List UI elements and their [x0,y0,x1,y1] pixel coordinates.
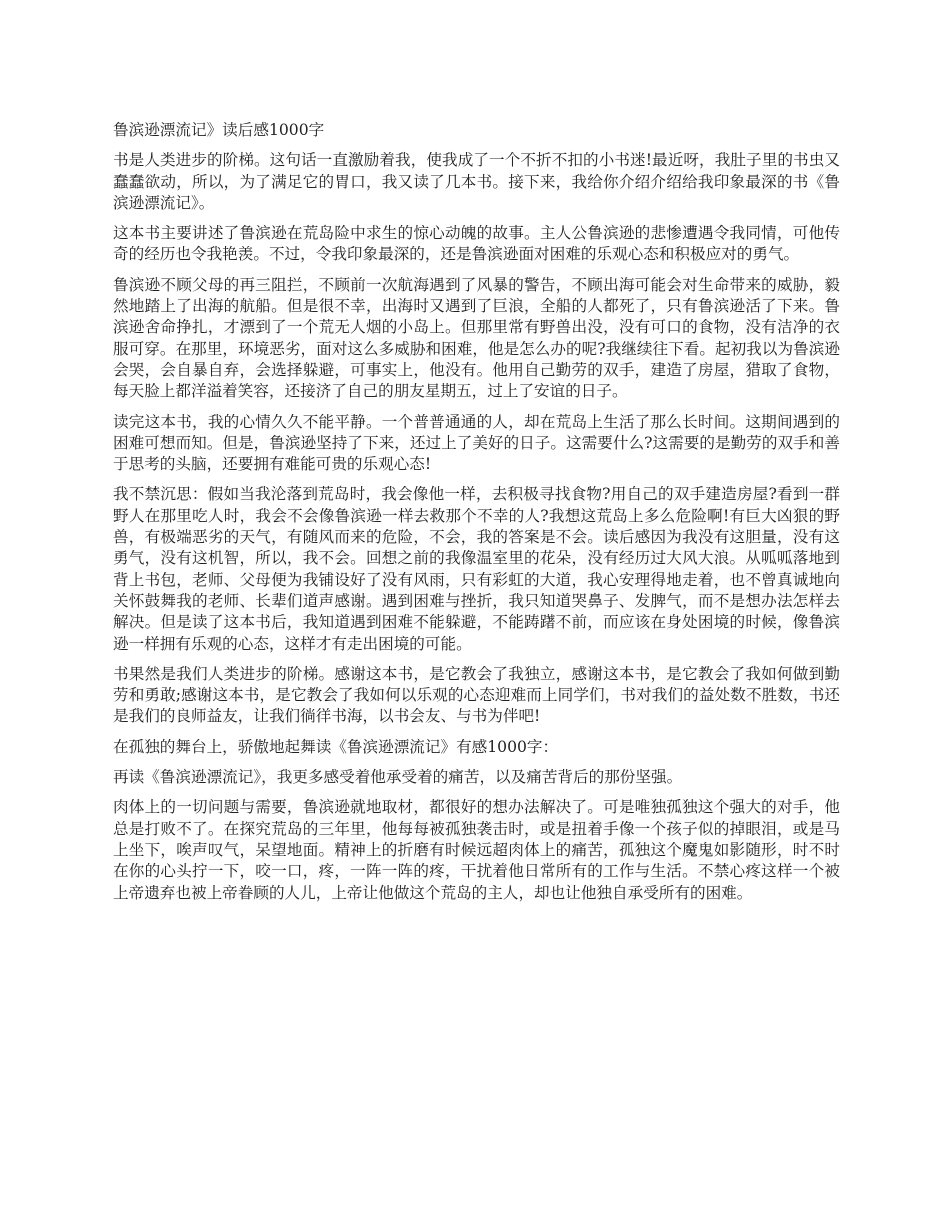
document-title: 鲁滨逊漂流记》读后感1000字 [113,121,325,139]
paragraph-8: 再读《鲁滨逊漂流记》，我更多感受着他承受着的痛苦，以及痛苦背后的那份坚强。 [113,768,683,787]
paragraph-4: 读完这本书，我的心情久久不能平静。一个普普通通的人，却在荒岛上生活了那么长时间。这期间遇到的困难可想而知。但是，鲁滨逊坚持了下来，还过上了美好的日子。这需要什么?这需要的是勤劳的双手和善于思考的头脑，还要拥有难能可贵的乐观心态! [113,412,840,474]
document-body [113,120,840,913]
paragraph-9: 肉体上的一切问题与需要，鲁滨逊就地取材，都很好的想办法解决了。可是唯独孤独这个强大的对手，他总是打败不了。在探究荒岛的三年里，他每每被孤独袭击时，或是扭着手像一个孩子似的掉眼泪，或是马上坐下，唉声叹气，呆望地面。精神上的折磨有时候远超肉体上的痛苦，孤独这个魔鬼如影随形，时不时在你的心头拧一下，咬一口，疼，一阵一阵的疼，干扰着他日常所有的工作与生活。不禁心疼这样一个被上帝遗弃也被上帝眷顾的人儿，上帝让他做这个荒岛的主人，却也让他独自承受所有的困难。 [113,798,840,902]
paragraph-5: 我不禁沉思：假如当我沦落到荒岛时，我会像他一样，去积极寻找食物?用自己的双手建造房屋?看到一群野人在那里吃人时，我会不会像鲁滨逊一样去救那个不幸的人?我想这荒岛上多么危险啊!有巨大凶狠的野兽，有极端恶劣的天气，有随风而来的危险，不会，我的答案是不会。读后感因为我没有这胆量，没有这勇气，没有这机智，所以，我不会。回想之前的我像温室里的花朵，没有经历过大风大浪。从呱呱落地到背上书包，老师、父母便为我铺设好了没有风雨，只有彩虹的大道，我心安理得地走着，也不曾真诚地向关怀鼓舞我的老师、长辈们道声感谢。遇到困难与挫折，我只知道哭鼻子、发脾气，而不是想办法怎样去解决。但是读了这本书后，我知道遇到困难不能躲避，不能踌躇不前，而应该在身处困境的时候，像鲁滨逊一样拥有乐观的心态，这样才有走出困境的可能。 [113,485,840,653]
paragraph-2: 这本书主要讲述了鲁滨逊在荒岛险中求生的惊心动魄的故事。主人公鲁滨逊的悲惨遭遇令我同情，可他传奇的经历也令我艳羡。不过，令我印象最深的，还是鲁滨逊面对困难的乐观心态和积极应对的勇气。 [113,224,840,264]
paragraph-6: 书果然是我们人类进步的阶梯。感谢这本书，是它教会了我独立，感谢这本书，是它教会了我如何做到勤劳和勇敢;感谢这本书，是它教会了我如何以乐观的心态迎难而上同学们，书对我们的益处数不胜数，书还是我们的良师益友，让我们徜徉书海，以书会友、与书为伴吧! [113,664,840,726]
paragraph-3: 鲁滨逊不顾父母的再三阻拦，不顾前一次航海遇到了风暴的警告，不顾出海可能会对生命带来的威胁，毅然地踏上了出海的航船。但是很不幸，出海时又遇到了巨浪，全船的人都死了，只有鲁滨逊活了下来。鲁滨逊舍命挣扎，才漂到了一个荒无人烟的小岛上。但那里常有野兽出没，没有可口的食物，没有洁净的衣服可穿。在那里，环境恶劣，面对这么多威胁和困难，他是怎么办的呢?我继续往下看。起初我以为鲁滨逊会哭，会自暴自弃，会选择躲避，可事实上，他没有。他用自己勤劳的双手，建造了房屋，猎取了食物，每天脸上都洋溢着笑容，还接济了自己的朋友星期五，过上了安谊的日子。 [113,275,840,401]
paragraph-1: 书是人类进步的阶梯。这句话一直激励着我，使我成了一个不折不扣的小书迷!最近呀，我肚子里的书虫又蠢蠢欲动，所以，为了满足它的胃口，我又读了几本书。接下来，我给你介绍介绍给我印象最深的书《鲁滨逊漂流记》。 [113,151,840,212]
paragraph-7: 在孤独的舞台上，骄傲地起舞读《鲁滨逊漂流记》有感1000字： [113,737,559,756]
